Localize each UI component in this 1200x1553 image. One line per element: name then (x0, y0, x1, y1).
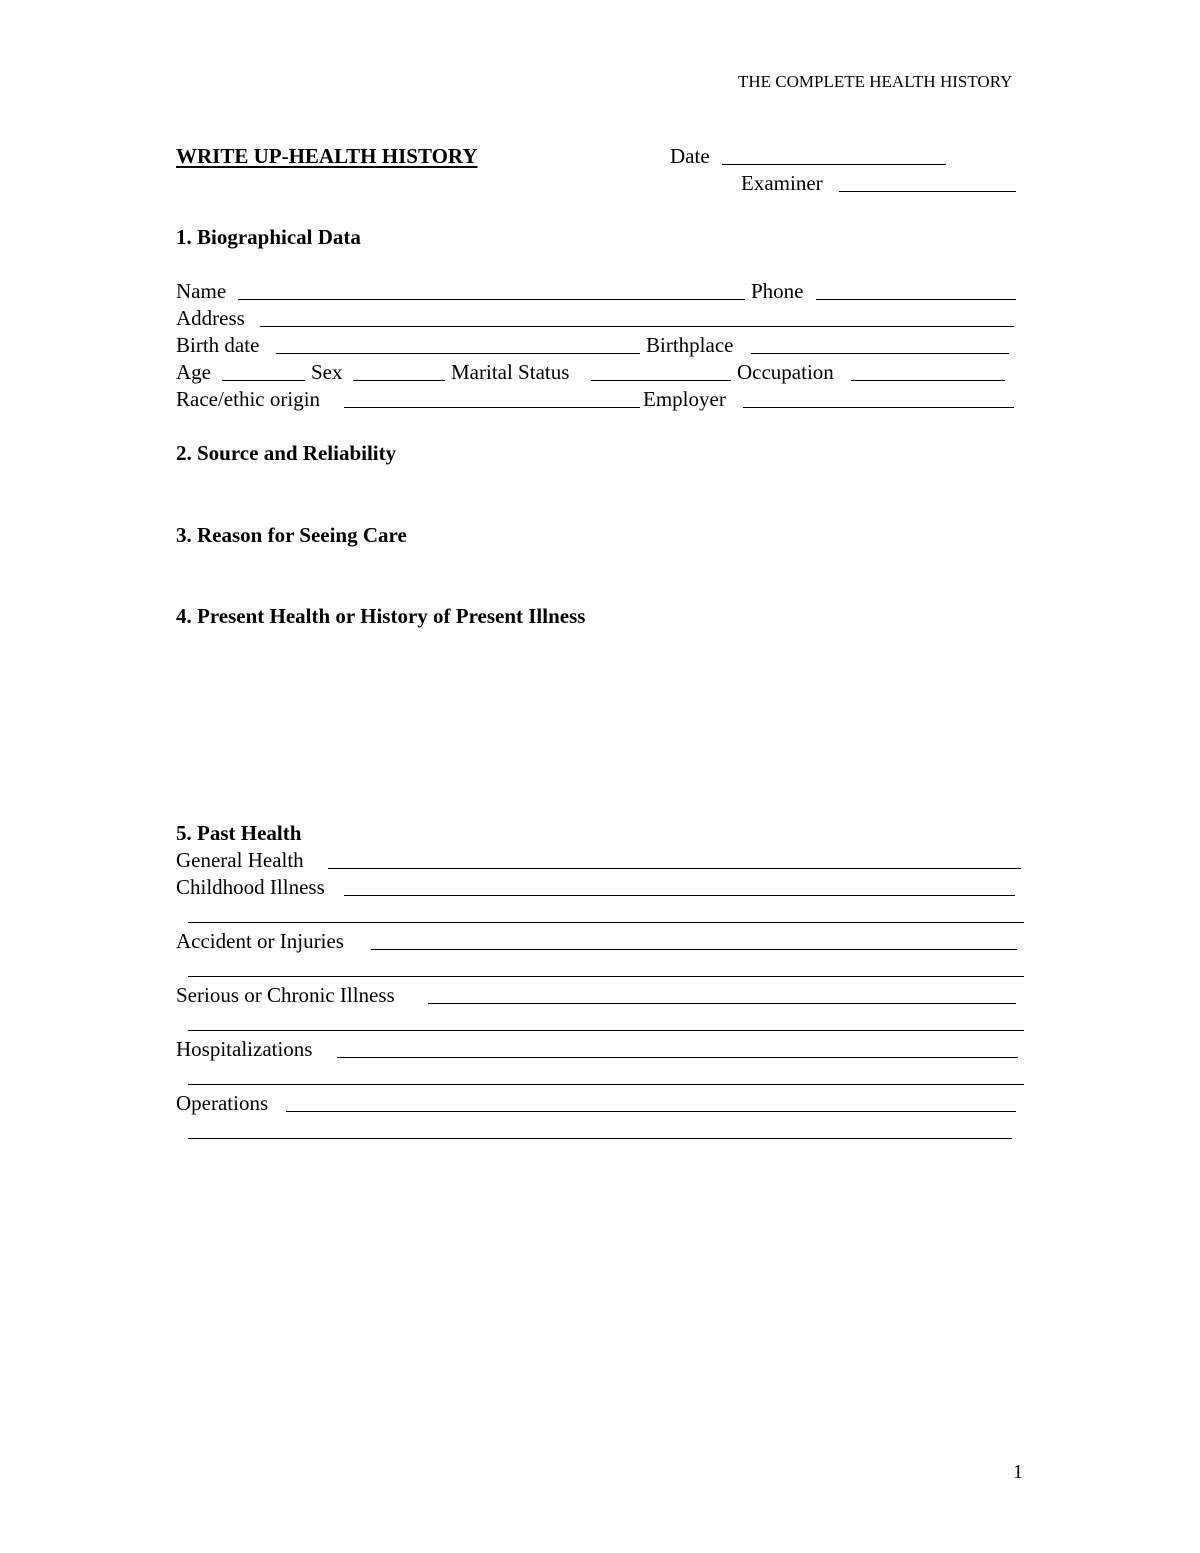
hospitalizations-label: Hospitalizations (176, 1037, 313, 1061)
sex-field[interactable] (353, 380, 445, 381)
employer-label: Employer (643, 387, 726, 411)
hospitalizations-field-continued[interactable] (188, 1084, 1024, 1085)
name-field[interactable] (238, 299, 745, 300)
section-heading-source: 2. Source and Reliability (176, 441, 397, 465)
occupation-label: Occupation (737, 360, 834, 384)
chronic-illness-field[interactable] (428, 1003, 1016, 1004)
childhood-illness-label: Childhood Illness (176, 875, 325, 899)
marital-status-label: Marital Status (451, 360, 570, 384)
occupation-field[interactable] (851, 380, 1005, 381)
general-health-field[interactable] (328, 868, 1021, 869)
date-field[interactable] (722, 164, 946, 165)
section-heading-present-health: 4. Present Health or History of Present Illness (176, 604, 586, 628)
race-field[interactable] (344, 407, 640, 408)
general-health-label: General Health (176, 848, 304, 872)
operations-field[interactable] (286, 1111, 1016, 1112)
address-label: Address (176, 306, 245, 330)
examiner-label: Examiner (741, 171, 823, 195)
marital-status-field[interactable] (591, 380, 731, 381)
examiner-field[interactable] (839, 191, 1016, 192)
address-field[interactable] (260, 326, 1014, 327)
age-field[interactable] (222, 380, 305, 381)
operations-label: Operations (176, 1091, 269, 1115)
age-label: Age (176, 360, 211, 384)
section-heading-reason: 3. Reason for Seeing Care (176, 523, 407, 547)
birthplace-label: Birthplace (646, 333, 734, 357)
phone-label: Phone (751, 279, 804, 303)
accident-label: Accident or Injuries (176, 929, 344, 953)
accident-field[interactable] (371, 949, 1017, 950)
birthplace-field[interactable] (751, 353, 1009, 354)
operations-field-continued[interactable] (188, 1138, 1012, 1139)
section-heading-biographical: 1. Biographical Data (176, 225, 361, 249)
employer-field[interactable] (743, 407, 1014, 408)
childhood-illness-field[interactable] (344, 895, 1015, 896)
date-label: Date (670, 144, 710, 168)
section-heading-past-health: 5. Past Health (176, 821, 302, 845)
childhood-illness-field-continued[interactable] (188, 922, 1024, 923)
race-label: Race/ethic origin (176, 387, 321, 411)
document-title: WRITE UP-HEALTH HISTORY (176, 144, 478, 168)
page-number: 1 (1013, 1461, 1023, 1483)
accident-field-continued[interactable] (188, 976, 1024, 977)
birth-date-label: Birth date (176, 333, 260, 357)
name-label: Name (176, 279, 227, 303)
hospitalizations-field[interactable] (337, 1057, 1018, 1058)
chronic-illness-field-continued[interactable] (188, 1030, 1024, 1031)
phone-field[interactable] (816, 299, 1016, 300)
birth-date-field[interactable] (276, 353, 640, 354)
chronic-illness-label: Serious or Chronic Illness (176, 983, 395, 1007)
running-head: THE COMPLETE HEALTH HISTORY (738, 72, 1013, 91)
sex-label: Sex (311, 360, 343, 384)
